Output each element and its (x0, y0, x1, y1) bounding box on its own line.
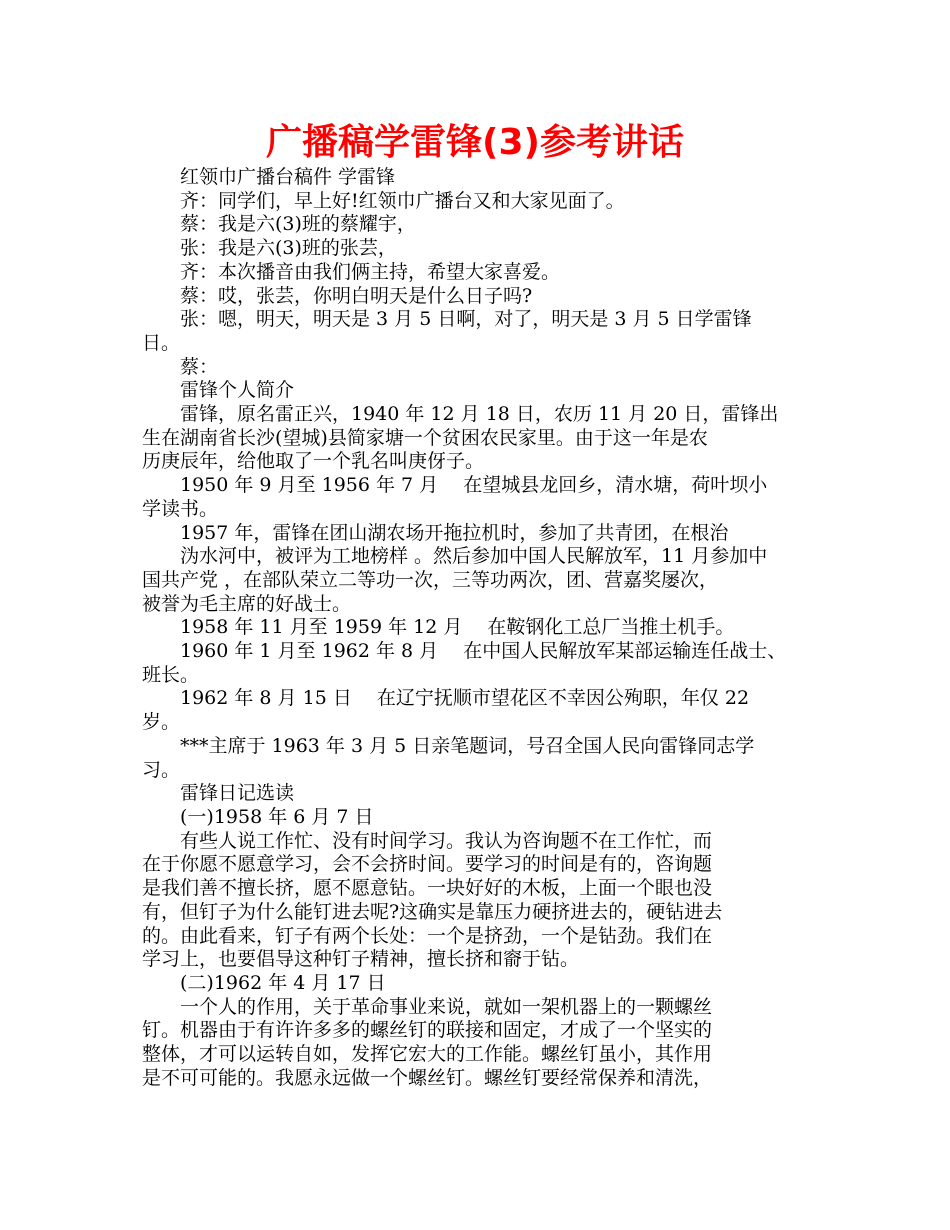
text-line: 学习上，也要倡导这种钉子精神，擅长挤和窬于钻。 (142, 948, 580, 971)
text-line: 1962 年 8 月 15 日 在辽宁抚顺市望花区不幸因公殉职，年仅 22 (180, 687, 750, 710)
text-line: 1950 年 9 月至 1956 年 7 月 在望城县龙回乡，清水塘，荷叶坝小 (180, 474, 768, 497)
text-line: 齐：本次播音由我们俩主持，希望大家喜爱。 (180, 260, 561, 283)
text-line: 在于你愿不愿意学习，会不会挤时间。要学习的时间是有的，咨询题 (142, 853, 713, 876)
text-line: 学读书。 (142, 497, 219, 520)
text-line: 岁。 (142, 711, 181, 734)
text-line: 1960 年 1 月至 1962 年 8 月 在中国人民解放军某部运输连任战士、 (180, 640, 787, 663)
text-line: 齐：同学们，早上好!红领巾广播台又和大家见面了。 (180, 189, 625, 212)
text-line: 蔡： (180, 355, 219, 378)
text-line: 蔡：我是六(3)班的蔡耀宇， (180, 213, 416, 236)
text-line: 是不可可能的。我愿永远做一个螺丝钉。螺丝钉要经常保养和清洗， (142, 1066, 713, 1089)
text-line: 整体，才可以运转自如，发挥它宏大的工作能。螺丝钉虽小，其作用 (142, 1043, 713, 1066)
text-line: 生在湖南省长沙(望城)县简家塘一个贫困农民家里。由于这一年是农 (142, 426, 708, 449)
text-line: 沩水河中，被评为工地榜样 。然后参加中国人民解放军，11 月参加中 (180, 545, 768, 568)
text-line: 钉。机器由于有许许多多的螺丝钉的联接和固定，才成了一个坚实的 (142, 1019, 713, 1042)
text-line: 历庚辰年，给他取了一个乳名叫庚伢子。 (142, 450, 485, 473)
text-line: 张：我是六(3)班的张芸， (180, 237, 397, 260)
text-line: 班长。 (142, 663, 200, 686)
text-line: 1958 年 11 月至 1959 年 12 月 在鞍钢化工总厂当推土机手。 (180, 616, 735, 639)
document-body (142, 166, 824, 1090)
text-line: 张：嗯，明天，明天是 3 月 5 日啊，对了，明天是 3 月 5 日学雷锋 (180, 308, 752, 331)
text-line: 蔡：哎，张芸，你明白明天是什么日子吗? (180, 284, 533, 307)
document-title: 广播稿学雷锋(3)参考讲话 (266, 122, 684, 163)
text-line: 1957 年，雷锋在团山湖农场开拖拉机时，参加了共青团，在根治 (180, 521, 729, 544)
text-line: 国共产党 ，在部队荣立二等功一次，三等功两次，团、营嘉奖屡次， (142, 568, 719, 591)
text-line: 被誉为毛主席的好战士。 (142, 592, 352, 615)
text-line: 有，但钉子为什么能钉进去呢?这确实是靠压力硬挤进去的，硬钻进去 (142, 900, 723, 923)
text-line: 一个人的作用，关于革命事业来说，就如一架机器上的一颗螺丝 (180, 995, 713, 1018)
text-line: 雷锋个人简介 (180, 379, 295, 402)
text-line: 是我们善不擅长挤，愿不愿意钻。一块好好的木板，上面一个眼也没 (142, 877, 713, 900)
text-line: ***主席于 1963 年 3 月 5 日亲笔题词，号召全国人民向雷锋同志学 (180, 734, 755, 757)
text-line: 红领巾广播台稿件 学雷锋 (180, 166, 396, 188)
text-line: (二)1962 年 4 月 17 日 (180, 971, 386, 994)
text-line: 日。 (142, 331, 181, 354)
text-line: 的。由此看来，钉子有两个长处：一个是挤劲，一个是钻劲。我们在 (142, 924, 713, 947)
text-line: 有些人说工作忙、没有时间学习。我认为咨询题不在工作忙，而 (180, 829, 713, 852)
text-line: (一)1958 年 6 月 7 日 (180, 805, 374, 828)
text-line: 雷锋日记选读 (180, 782, 295, 805)
text-line: 习。 (142, 758, 181, 781)
text-line: 雷锋，原名雷正兴，1940 年 12 月 18 日，农历 11 月 20 日，雷锋出 (180, 403, 779, 426)
